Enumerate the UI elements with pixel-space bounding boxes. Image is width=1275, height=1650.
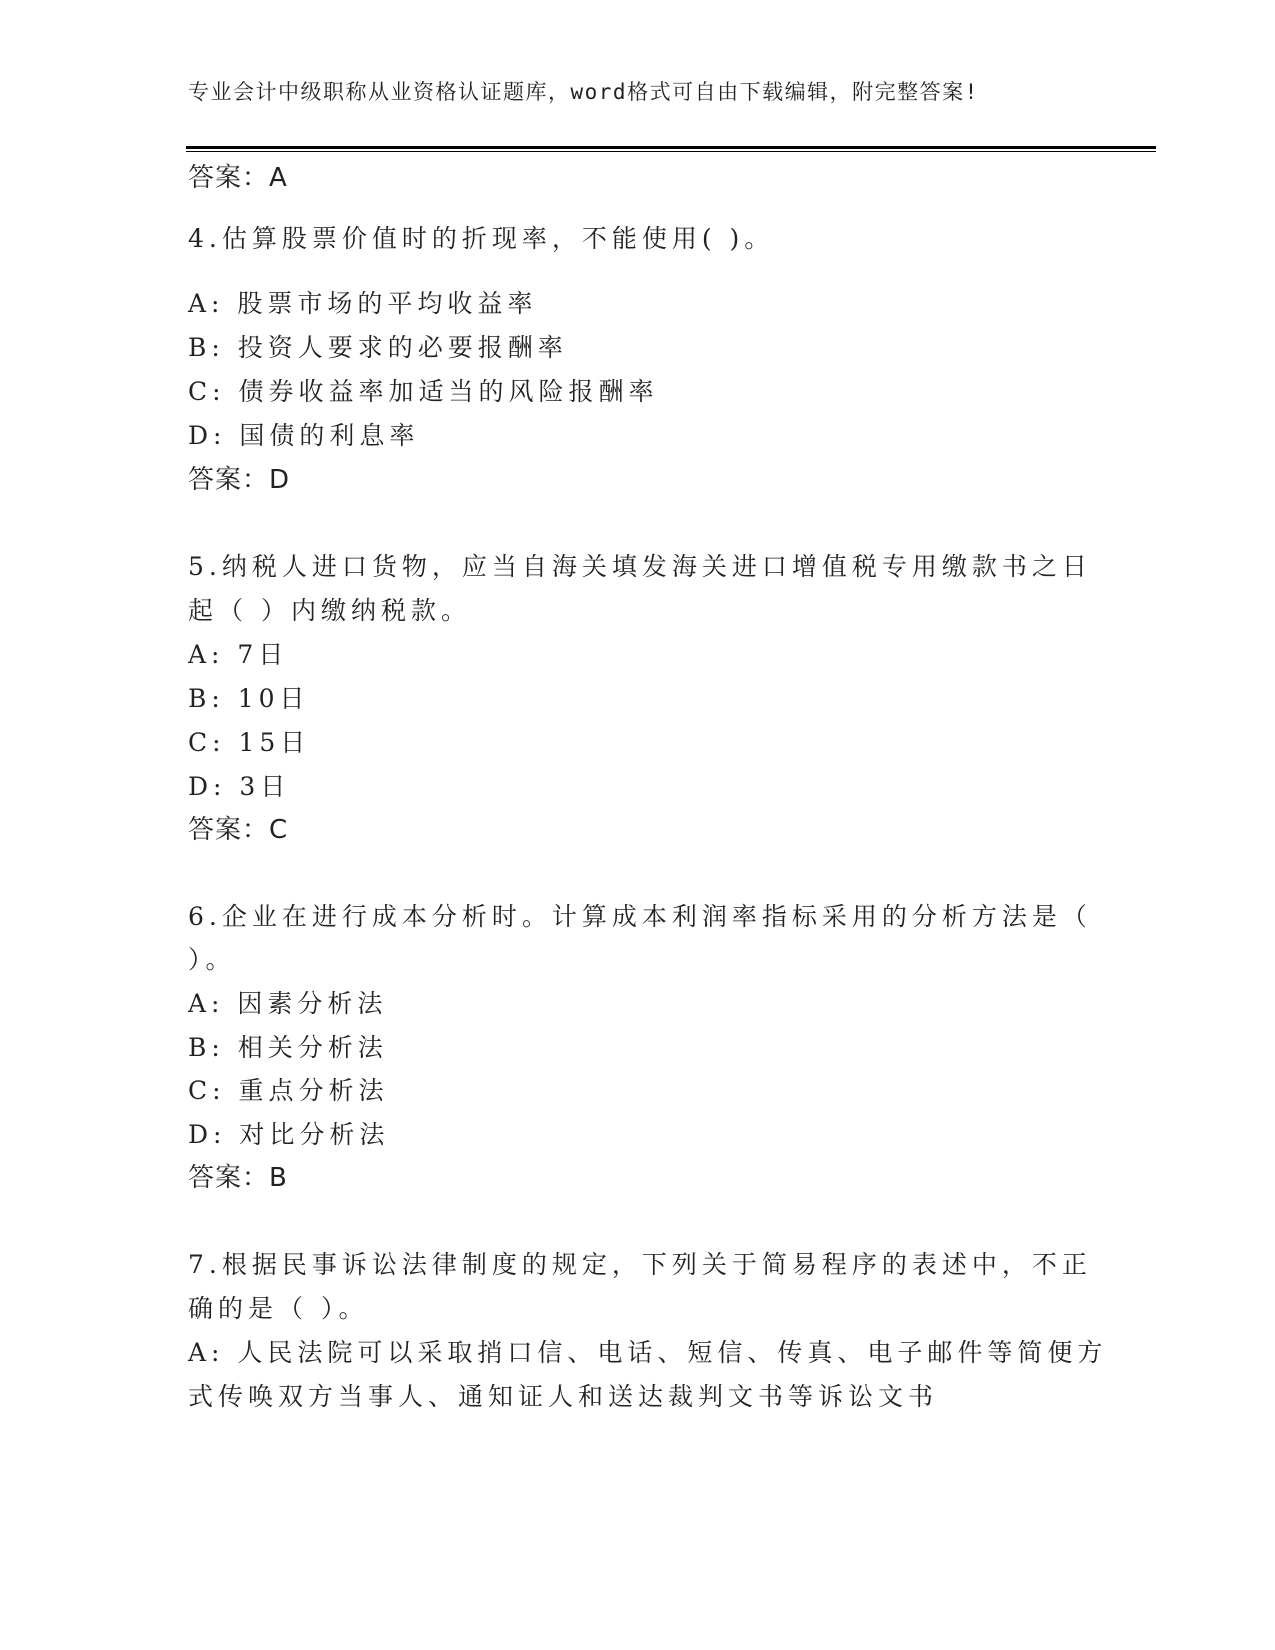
question-6-option-a: A: 因素分析法 [188,989,388,1018]
question-6-option-c: C: 重点分析法 [188,1076,389,1105]
question-4-stem: 4.估算股票价值时的折现率，不能使用( )。 [188,224,775,253]
question-5-option-d: D: 3日 [188,772,291,801]
question-4-option-c: C: 债券收益率加适当的风险报酬率 [188,377,659,406]
question-7-option-a-line-1: A: 人民法院可以采取捎口信、电话、短信、传真、电子邮件等简便方 [188,1338,1108,1367]
question-5-option-c: C: 15日 [188,728,311,757]
question-7-stem-line-1: 7.根据民事诉讼法律制度的规定，下列关于简易程序的表述中，不正 [188,1250,1092,1279]
question-6-option-b: B: 相关分析法 [188,1033,388,1062]
question-5-stem-line-1: 5.纳税人进口货物，应当自海关填发海关进口增值税专用缴款书之日 [188,552,1092,581]
answer-6: 答案：B [188,1163,288,1193]
question-4-option-a: A: 股票市场的平均收益率 [188,289,538,318]
question-6-option-d: D: 对比分析法 [188,1120,390,1149]
question-7-stem-line-2: 确的是（ ）。 [188,1294,369,1323]
question-4-option-d: D: 国债的利息率 [188,421,420,450]
header-divider-thick [186,146,1156,149]
answer-3: 答案：A [188,163,288,193]
question-6-stem-line-1: 6.企业在进行成本分析时。计算成本利润率指标采用的分析方法是（ [188,902,1092,931]
answer-5: 答案：C [188,815,289,845]
question-7-option-a-line-2: 式传唤双方当事人、通知证人和送达裁判文书等诉讼文书 [188,1382,939,1411]
answer-4: 答案：D [188,465,291,495]
question-6-stem-line-2: ）。 [188,945,236,974]
question-5-stem-line-2: 起（ ）内缴纳税款。 [188,596,471,625]
question-5-option-a: A: 7日 [188,640,289,669]
question-4-option-b: B: 投资人要求的必要报酬率 [188,333,568,362]
page-header: 专业会计中级职称从业资格认证题库，word格式可自由下载编辑，附完整答案! [188,80,979,104]
header-divider-thin [186,151,1156,152]
question-5-option-b: B: 10日 [188,684,310,713]
